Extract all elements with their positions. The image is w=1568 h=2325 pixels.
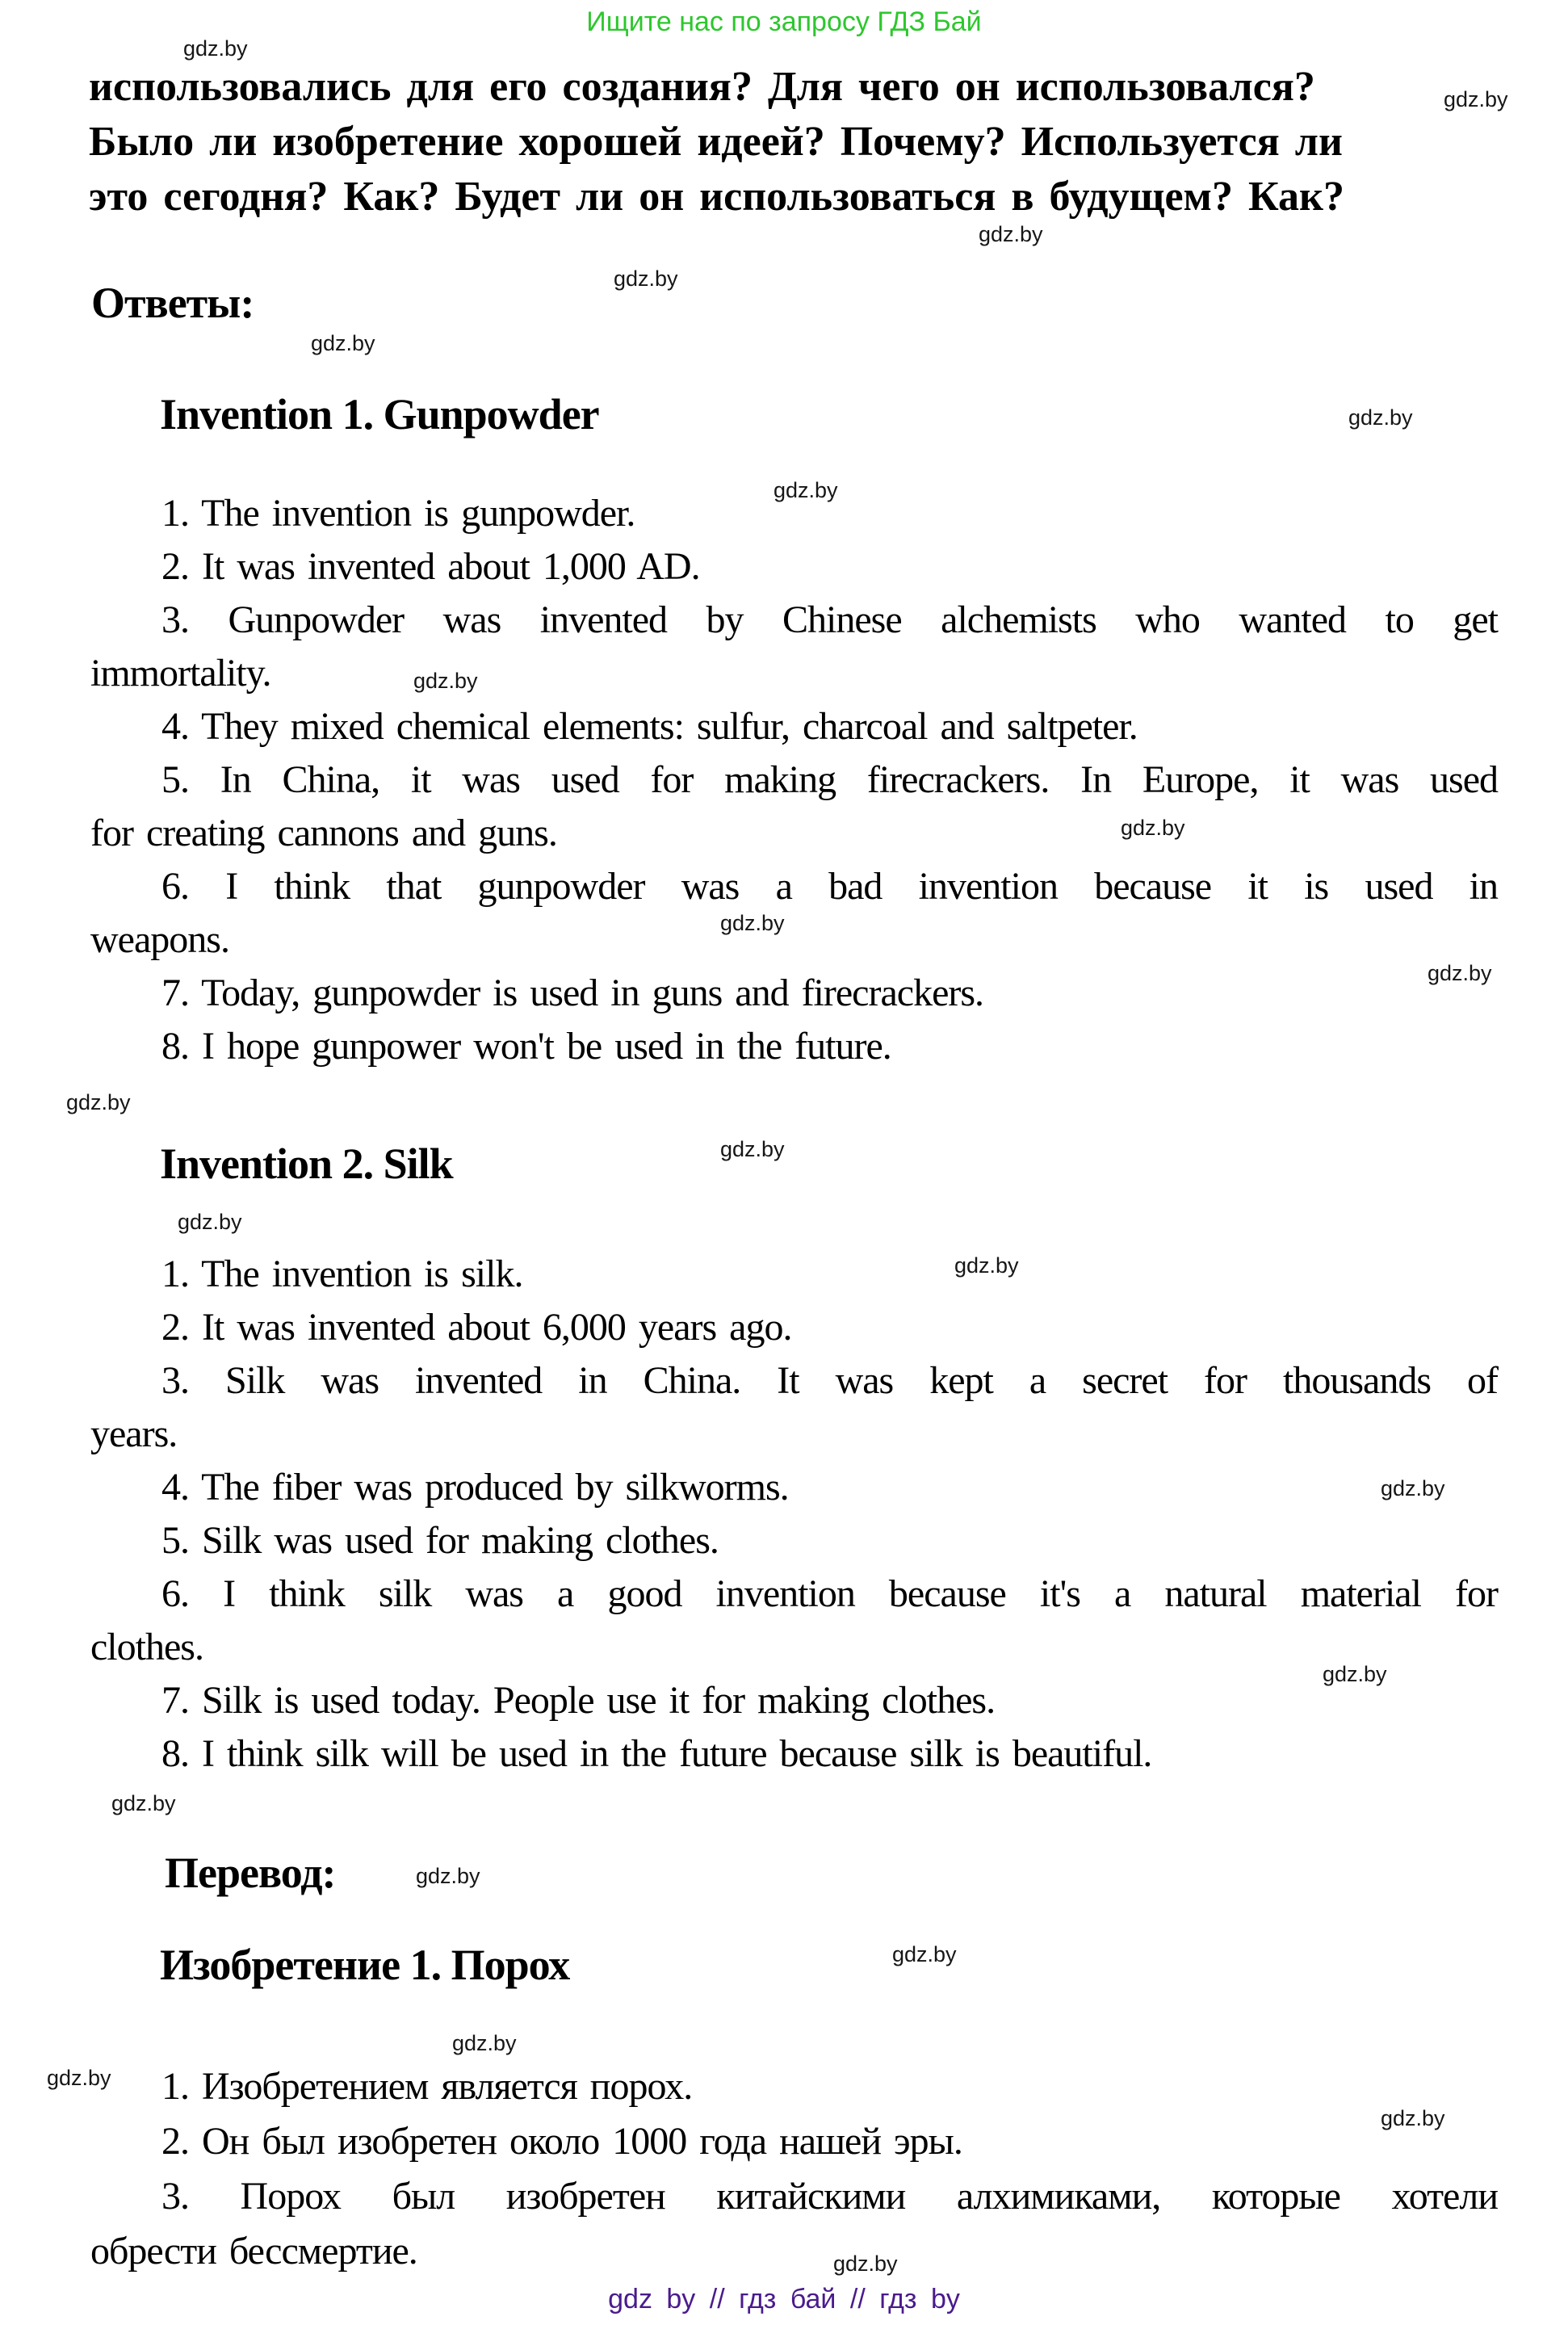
answer-line: 8. I think silk will be used in the future because silk is beautiful.: [161, 1732, 1152, 1775]
section-heading-poroh: Изобретение 1. Порох: [160, 1941, 570, 1989]
watermark: gdz.by: [1428, 961, 1492, 985]
section-heading-silk: Invention 2. Silk: [160, 1139, 453, 1188]
watermark: gdz.by: [178, 1210, 242, 1234]
answer-line: 4. They mixed chemical elements: sulfur, charcoal and saltpeter.: [161, 705, 1138, 748]
answer-line: 7. Today, gunpowder is used in guns and firecrackers.: [161, 972, 984, 1014]
promo-header: Ищите нас по запросу ГДЗ Бай: [586, 6, 982, 37]
watermark: gdz.by: [1381, 1476, 1445, 1500]
watermark: gdz.by: [111, 1791, 176, 1815]
watermark: gdz.by: [47, 2066, 111, 2090]
watermark: gdz.by: [774, 478, 838, 502]
answers-heading: Ответы:: [91, 279, 254, 327]
answer-line: 2. Он был изобретен около 1000 года нашей эры.: [161, 2120, 962, 2163]
watermark: gdz.by: [66, 1090, 131, 1114]
answer-line: 2. It was invented about 6,000 years ago.: [161, 1306, 792, 1349]
answer-line: 8. I hope gunpower won't be used in the future.: [161, 1025, 891, 1068]
answer-line: 4. The fiber was produced by silkworms.: [161, 1466, 789, 1509]
watermark: gdz.by: [413, 669, 478, 693]
intro-line: это сегодня? Как? Будет ли он использоваться в будущем? Как?: [89, 174, 1344, 220]
answer-line: clothes.: [90, 1626, 203, 1668]
watermark: gdz.by: [720, 911, 785, 935]
answer-line: 2. It was invented about 1,000 AD.: [161, 545, 700, 588]
watermark: gdz.by: [892, 1942, 957, 1966]
answer-line: 1. The invention is silk.: [161, 1253, 523, 1295]
answer-line: years.: [90, 1412, 178, 1455]
answer-line: weapons.: [90, 918, 229, 961]
watermark: gdz.by: [954, 1253, 1019, 1278]
watermark: gdz.by: [183, 36, 248, 61]
answer-line: 6. I think silk was a good invention because it's a natural material for: [161, 1572, 1498, 1615]
intro-line: использовались для его создания? Для чего он использовался?: [89, 64, 1315, 110]
watermark: gdz.by: [1121, 816, 1185, 840]
answer-line: 3. Gunpowder was invented by Chinese alchemists who wanted to get: [161, 598, 1498, 641]
watermark: gdz.by: [720, 1137, 785, 1161]
watermark: gdz.by: [1348, 405, 1413, 430]
watermark: gdz.by: [1323, 1662, 1387, 1686]
answer-line: 7. Silk is used today. People use it for making clothes.: [161, 1679, 996, 1722]
watermark: gdz.by: [1444, 87, 1508, 111]
answer-line: 6. I think that gunpowder was a bad invention because it is used in: [161, 865, 1498, 908]
answer-line: 3. Silk was invented in China. It was kept a secret for thousands of: [161, 1359, 1498, 1402]
watermark: gdz.by: [311, 331, 375, 355]
answer-line: for creating cannons and guns.: [90, 812, 557, 854]
answer-line: 3. Порох был изобретен китайскими алхимиками, которые хотели: [161, 2175, 1498, 2218]
watermark: gdz.by: [614, 266, 678, 291]
answer-line: обрести бессмертие.: [90, 2230, 417, 2273]
answer-line: 5. Silk was used for making clothes.: [161, 1519, 719, 1562]
intro-line: Было ли изобретение хорошей идеей? Почему? Используется ли: [89, 119, 1343, 165]
answer-line: 1. The invention is gunpowder.: [161, 492, 635, 535]
answer-line: immortality.: [90, 652, 271, 695]
watermark: gdz.by: [452, 2031, 517, 2055]
answer-line: 5. In China, it was used for making firecrackers. In Europe, it was used: [161, 758, 1498, 801]
answer-line: 1. Изобретением является порох.: [161, 2065, 693, 2108]
footer-note: gdz by // гдз бай // гдз by: [608, 2284, 960, 2315]
section-heading-gunpowder: Invention 1. Gunpowder: [160, 390, 599, 439]
watermark: gdz.by: [1381, 2106, 1445, 2130]
watermark: gdz.by: [833, 2252, 898, 2276]
watermark: gdz.by: [416, 1864, 480, 1888]
translation-label: Перевод:: [165, 1849, 336, 1897]
watermark: gdz.by: [979, 222, 1043, 246]
